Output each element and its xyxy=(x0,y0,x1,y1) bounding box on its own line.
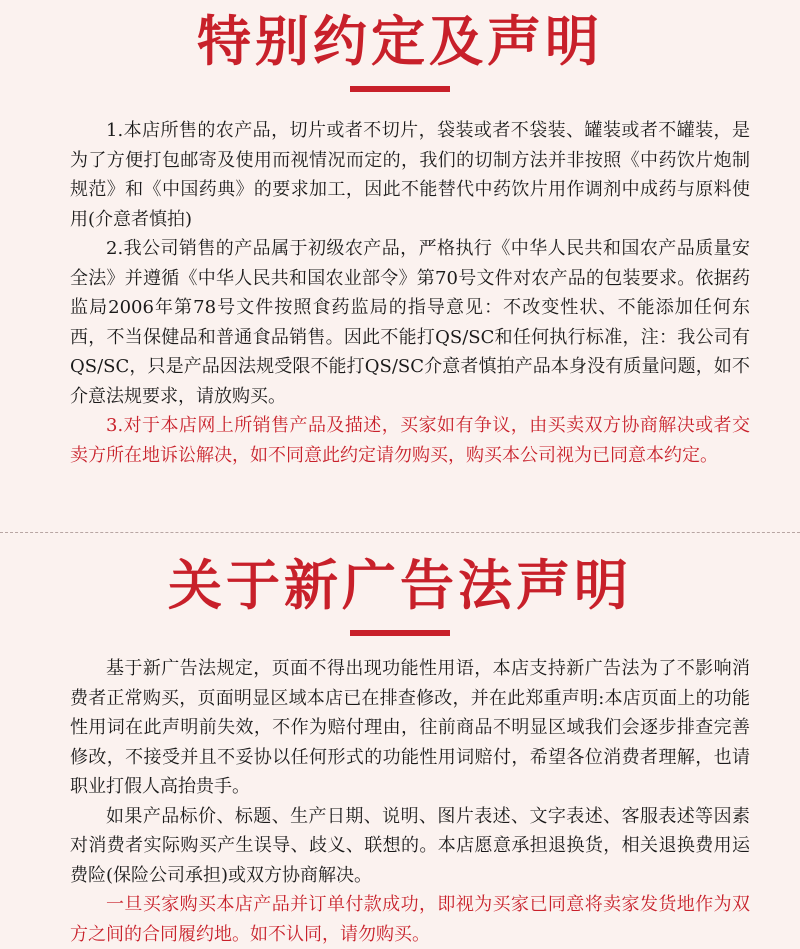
section-title: 关于新广告法声明 xyxy=(168,553,632,617)
title-underline xyxy=(350,630,450,636)
advertising-law-body xyxy=(70,654,750,949)
agreement-paragraph-2: 2.我公司销售的产品属于初级农产品，严格执行《中华人民共和国农产品质量安全法》并遵循《中华人民共和国农业部令》第70号文件对农产品的包装要求。依据药监局2006年第78号文件按照食药监局的指导意见：不改变性状、不能添加任何东西，不当保健品和普通食品销售。因此不能打QS/SC和任何执行标准，注：我公司有QS/SC，只是产品因法规受限不能打QS/SC介意者慎拍产品本身没有质量问题，如不介意法规要求，请放购买。 xyxy=(70,238,750,407)
title-underline xyxy=(350,86,450,92)
agreement-body xyxy=(70,116,750,470)
ad-law-paragraph-1: 基于新广告法规定，页面不得出现功能性用语，本店支持新广告法为了不影响消费者正常购买，页面明显区域本店已在排查修改，并在此郑重声明:本店页面上的功能性用词在此声明前失效，不作为赔付理由，往前商品不明显区域我们会逐步排查完善修改，不接受并且不妥协以任何形式的功能性用词赔付，希望各位消费者理解，也请职业打假人高抬贵手。 xyxy=(70,658,750,797)
ad-law-paragraph-3: 一旦买家购买本店产品并订单付款成功，即视为买家已同意将卖家发货地作为双方之间的合同履约地。如不认同，请勿购买。 xyxy=(70,894,750,945)
section-title: 特别约定及声明 xyxy=(197,9,603,73)
ad-law-paragraph-2: 如果产品标价、标题、生产日期、说明、图片表述、文字表述、客服表述等因素对消费者实际购买产生误导、歧义、联想的。本店愿意承担退换货，相关退换费用运费险(保险公司承担)或双方协商解决。 xyxy=(70,805,750,886)
agreement-paragraph-1: 1.本店所售的农产品，切片或者不切片，袋装或者不袋装、罐装或者不罐装，是为了方便打包邮寄及使用而视情况而定的，我们的切制方法并非按照《中药饮片炮制规范》和《中国药典》的要求加工，因此不能替代中药饮片用作调剂中成药与原料使用(介意者慎拍) xyxy=(70,120,750,230)
agreement-paragraph-3: 3.对于本店网上所销售产品及描述，买家如有争议，由买卖双方协商解决或者交卖方所在地诉讼解决，如不同意此约定请勿购买，购买本公司视为已同意本约定。 xyxy=(70,415,750,466)
